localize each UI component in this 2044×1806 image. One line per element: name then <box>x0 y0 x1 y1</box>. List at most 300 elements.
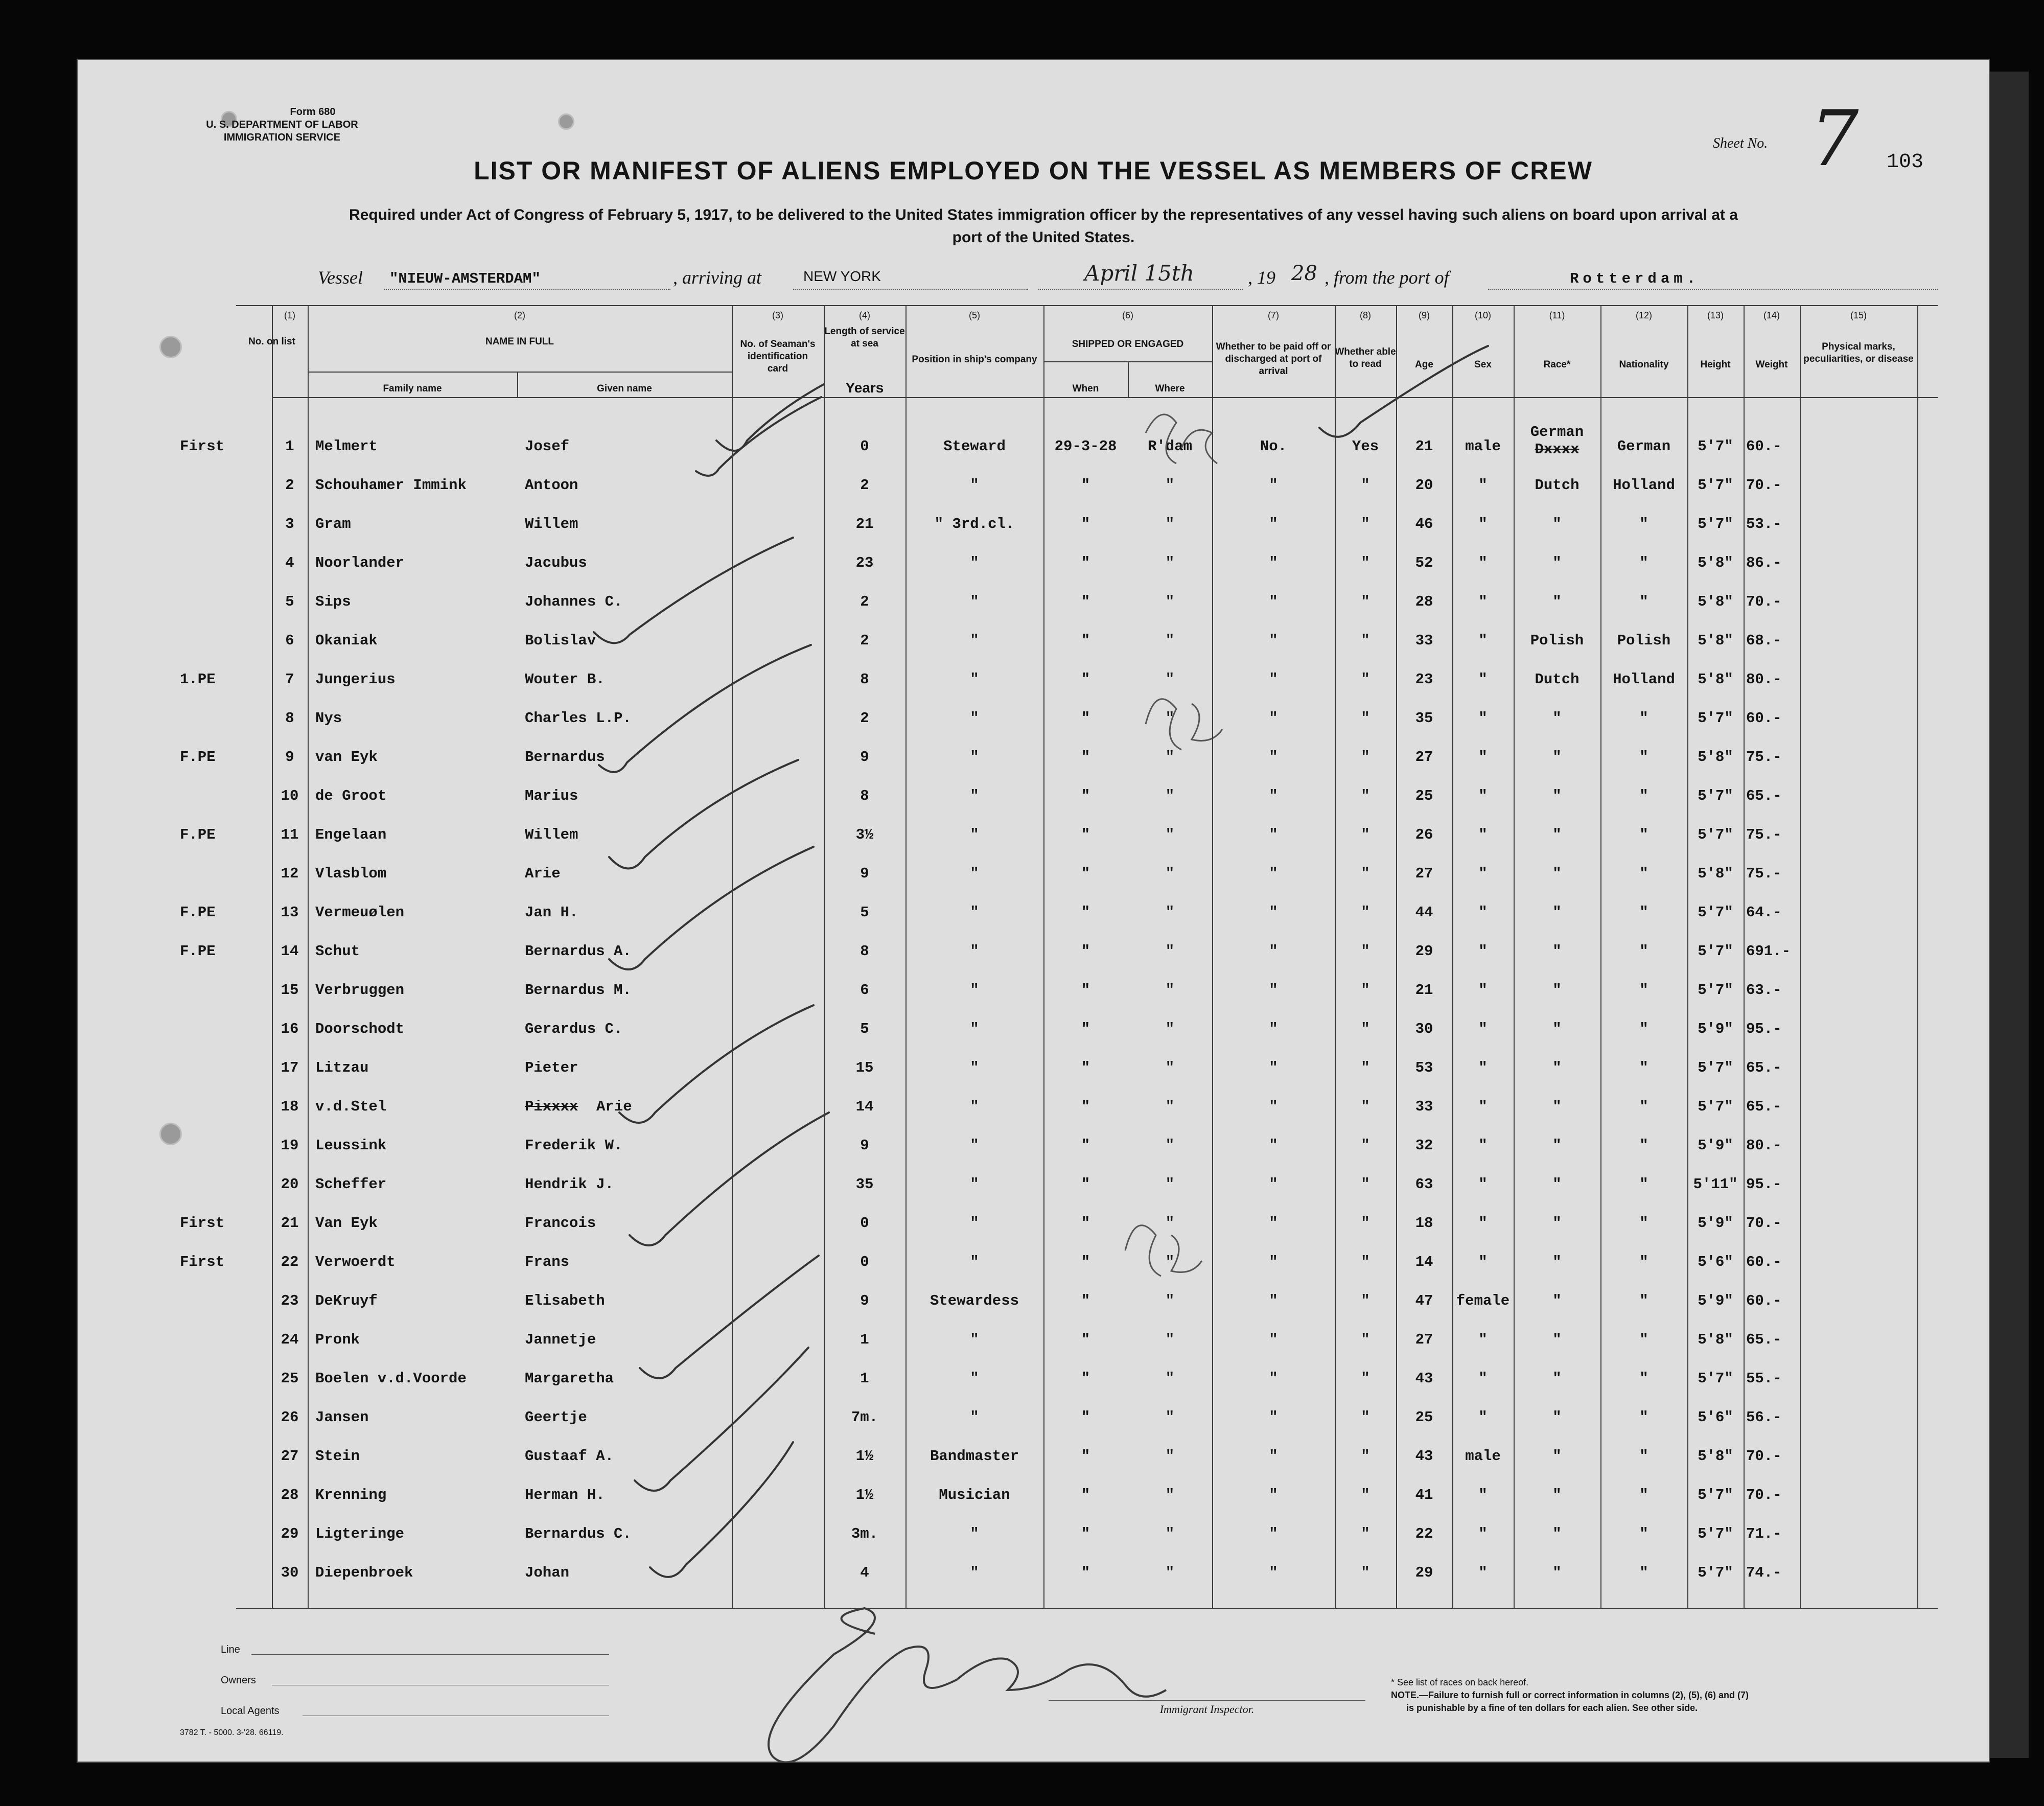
family-name: Ligteringe <box>315 1525 405 1542</box>
sex: " <box>1478 1021 1488 1037</box>
manifest-sheet <box>77 59 1990 1763</box>
family-name: Jungerius <box>315 671 396 688</box>
column-number: (4) <box>859 310 870 320</box>
family-name: Scheffer <box>315 1176 387 1193</box>
length-of-service: 5 <box>860 1021 869 1037</box>
nationality: " <box>1639 1215 1648 1232</box>
nationality: " <box>1639 1021 1648 1037</box>
length-of-service: 8 <box>860 788 869 804</box>
shipped-where: " <box>1165 1331 1175 1348</box>
weight: 75.- <box>1746 826 1782 843</box>
paid-off: " <box>1269 1215 1278 1232</box>
row-note: First <box>180 1215 225 1232</box>
column-rule <box>1744 305 1745 1608</box>
length-of-service: 2 <box>860 477 869 494</box>
header-length-service: Length of service at sea <box>824 326 905 349</box>
paid-off: " <box>1269 1564 1278 1581</box>
weight: 70.- <box>1746 1448 1782 1465</box>
length-of-service: 1½ <box>855 1487 874 1503</box>
sex: " <box>1478 1564 1488 1581</box>
able-to-read: " <box>1361 1448 1370 1465</box>
service-label: IMMIGRATION SERVICE <box>223 132 341 143</box>
row-note: F.PE <box>180 749 216 766</box>
age: 43 <box>1415 1370 1433 1387</box>
print-code: 3782 T. - 5000. 3-'28. 66119. <box>180 1728 284 1737</box>
nationality: " <box>1639 1254 1648 1270</box>
able-to-read: " <box>1361 554 1370 571</box>
column-rule <box>1917 305 1918 1608</box>
able-to-read: " <box>1361 1059 1370 1076</box>
shipped-when: " <box>1081 1215 1090 1232</box>
paid-off: " <box>1269 516 1278 532</box>
position: " <box>970 1254 979 1270</box>
shipped-when: " <box>1081 1370 1090 1387</box>
row-number: 26 <box>281 1409 299 1426</box>
able-to-read: " <box>1361 865 1370 882</box>
paid-off: " <box>1269 1021 1278 1037</box>
sex: male <box>1465 438 1501 455</box>
nationality: " <box>1639 1059 1648 1076</box>
sex: " <box>1478 982 1488 999</box>
family-name: Schouhamer Immink <box>315 477 467 494</box>
shipped-when: " <box>1081 516 1090 532</box>
family-name: Vlasblom <box>315 865 387 882</box>
column-number: (5) <box>969 310 980 320</box>
race: " <box>1552 865 1562 882</box>
nationality: " <box>1639 788 1648 804</box>
penalty-note-line-2: is punishable by a fine of ten dollars for each alien. See other side. <box>1406 1703 1698 1713</box>
sex: " <box>1478 826 1488 843</box>
header-seaman-card: No. of Seaman's identification card <box>740 339 816 374</box>
shipped-where: " <box>1165 477 1175 494</box>
weight: 65.- <box>1746 1098 1782 1115</box>
shipped-when: " <box>1081 749 1090 766</box>
age: 27 <box>1415 1331 1433 1348</box>
family-name: Sips <box>315 593 351 610</box>
given-name: Elisabeth <box>525 1292 605 1309</box>
shipped-where: " <box>1165 593 1175 610</box>
able-to-read: " <box>1361 1370 1370 1387</box>
header-given-name: Given name <box>597 383 652 394</box>
given-name: Geertje <box>525 1409 587 1426</box>
column-rule <box>824 305 825 1608</box>
able-to-read: " <box>1361 632 1370 649</box>
able-to-read: Yes <box>1352 438 1379 455</box>
shipped-when: " <box>1081 1021 1090 1037</box>
row-number: 4 <box>285 554 294 571</box>
row-number: 6 <box>285 632 294 649</box>
family-name: Melmert <box>315 438 378 455</box>
sex: " <box>1478 904 1488 921</box>
race: Dutch <box>1535 477 1580 494</box>
sex: " <box>1478 1487 1488 1503</box>
given-name: Frederik W. <box>525 1137 623 1154</box>
shipped-where: " <box>1165 1137 1175 1154</box>
race: Dutch <box>1535 671 1580 688</box>
races-note: * See list of races on back hereof. <box>1391 1677 1529 1687</box>
row-number: 24 <box>281 1331 299 1348</box>
column-number: (11) <box>1549 310 1565 320</box>
age: 63 <box>1415 1176 1433 1193</box>
subtitle-line-1: Required under Act of Congress of February 5, 1917, to be delivered to the United States immigration officer by the representatives of any vessel having such aliens on board upon arrival at a <box>349 206 1738 223</box>
owners-label: Owners <box>221 1675 256 1686</box>
shipped-where: " <box>1165 1487 1175 1503</box>
weight: 70.- <box>1746 593 1782 610</box>
position: Musician <box>939 1487 1010 1503</box>
position: " <box>970 1525 979 1542</box>
shipped-where: " <box>1165 1409 1175 1426</box>
arriving-port: NEW YORK <box>803 268 881 284</box>
length-of-service: 4 <box>860 1564 869 1581</box>
given-name-struck: Pixxxx <box>525 1098 578 1115</box>
position: " <box>970 788 979 804</box>
shipped-where: " <box>1165 1215 1175 1232</box>
age: 33 <box>1415 632 1433 649</box>
nationality: " <box>1639 1409 1648 1426</box>
family-name: Jansen <box>315 1409 369 1426</box>
sheet-number-label: Sheet No. <box>1713 135 1768 151</box>
given-name: Willem <box>525 516 578 532</box>
header-family-name: Family name <box>383 383 442 394</box>
age: 14 <box>1415 1254 1433 1270</box>
sex: " <box>1478 943 1488 960</box>
sex: male <box>1465 1448 1501 1465</box>
family-name: Noorlander <box>315 554 405 571</box>
row-number: 13 <box>281 904 299 921</box>
weight: 65.- <box>1746 788 1782 804</box>
family-name: Krenning <box>315 1487 387 1503</box>
weight: 60.- <box>1746 438 1782 455</box>
weight: 70.- <box>1746 1215 1782 1232</box>
nationality: " <box>1639 710 1648 727</box>
position: " <box>970 593 979 610</box>
position: " <box>970 1215 979 1232</box>
row-number: 23 <box>281 1292 299 1309</box>
position: " <box>970 671 979 688</box>
nationality: " <box>1639 1370 1648 1387</box>
weight: 74.- <box>1746 1564 1782 1581</box>
family-name: DeKruyf <box>315 1292 378 1309</box>
able-to-read: " <box>1361 1021 1370 1037</box>
height: 5'7" <box>1698 1525 1733 1542</box>
age: 41 <box>1415 1487 1433 1503</box>
shipped-when: " <box>1081 1098 1090 1115</box>
family-name: de Groot <box>315 788 387 804</box>
position: " <box>970 865 979 882</box>
height: 5'7" <box>1698 1098 1733 1115</box>
height: 5'7" <box>1698 1564 1733 1581</box>
shipped-where: " <box>1165 554 1175 571</box>
given-name: Bernardus M. <box>525 982 632 999</box>
paid-off: " <box>1269 1292 1278 1309</box>
column-number: (15) <box>1850 310 1867 320</box>
shipped-when: " <box>1081 710 1090 727</box>
subcolumn-rule <box>517 372 518 397</box>
height: 5'8" <box>1698 671 1733 688</box>
race: " <box>1552 1409 1562 1426</box>
column-number: (13) <box>1707 310 1724 320</box>
length-of-service: 3m. <box>851 1525 878 1542</box>
position: " <box>970 554 979 571</box>
given-name: Johannes C. <box>525 593 623 610</box>
local-agents-label: Local Agents <box>221 1705 280 1717</box>
given-name: Antoon <box>525 477 578 494</box>
shipped-where: " <box>1165 865 1175 882</box>
penalty-note-line-1: NOTE.—Failure to furnish full or correct information in columns (2), (5), (6) and (7) <box>1391 1690 1749 1700</box>
shipped-where: " <box>1165 1254 1175 1270</box>
nationality: " <box>1639 904 1648 921</box>
age: 43 <box>1415 1448 1433 1465</box>
age: 27 <box>1415 749 1433 766</box>
nationality: " <box>1639 749 1648 766</box>
weight: 60.- <box>1746 1254 1782 1270</box>
family-name: Okaniak <box>315 632 378 649</box>
height: 5'9" <box>1698 1292 1733 1309</box>
nationality: " <box>1639 1525 1648 1542</box>
paid-off: " <box>1269 632 1278 649</box>
header-age: Age <box>1415 359 1433 370</box>
weight: 80.- <box>1746 1137 1782 1154</box>
family-name: Verwoerdt <box>315 1254 396 1270</box>
given-name: Charles L.P. <box>525 710 632 727</box>
age: 21 <box>1415 982 1433 999</box>
column-rule <box>1600 305 1601 1608</box>
shipped-when: " <box>1081 1564 1090 1581</box>
shipped-when: " <box>1081 1487 1090 1503</box>
height: 5'11" <box>1693 1176 1738 1193</box>
paid-off: " <box>1269 1098 1278 1115</box>
shipped-when: " <box>1081 1525 1090 1542</box>
able-to-read: " <box>1361 477 1370 494</box>
handwritten-initials <box>1125 414 1222 1276</box>
given-name: Johan <box>525 1564 570 1581</box>
shipped-where: " <box>1165 516 1175 532</box>
position: " <box>970 749 979 766</box>
height: 5'7" <box>1698 904 1733 921</box>
row-number: 18 <box>281 1098 299 1115</box>
paid-off: " <box>1269 671 1278 688</box>
department-label: U. S. DEPARTMENT OF LABOR <box>206 119 358 130</box>
sex: " <box>1478 710 1488 727</box>
age: 46 <box>1415 516 1433 532</box>
height: 5'7" <box>1698 710 1733 727</box>
shipped-when: " <box>1081 1176 1090 1193</box>
shipped-when: " <box>1081 632 1090 649</box>
header-weight: Weight <box>1755 359 1788 370</box>
height: 5'8" <box>1698 749 1733 766</box>
row-note: F.PE <box>180 943 216 960</box>
able-to-read: " <box>1361 1409 1370 1426</box>
column-number: (12) <box>1635 310 1652 320</box>
paid-off: " <box>1269 982 1278 999</box>
age: 27 <box>1415 865 1433 882</box>
sex: " <box>1478 1409 1488 1426</box>
length-of-service: 6 <box>860 982 869 999</box>
shipped-when: " <box>1081 593 1090 610</box>
shipped-where: " <box>1165 1292 1175 1309</box>
weight: 95.- <box>1746 1176 1782 1193</box>
length-of-service: 0 <box>860 1254 869 1270</box>
able-to-read: " <box>1361 1098 1370 1115</box>
paid-off: " <box>1269 477 1278 494</box>
race: " <box>1552 1370 1562 1387</box>
position: " <box>970 1409 979 1426</box>
column-number: (9) <box>1419 310 1430 320</box>
age: 20 <box>1415 477 1433 494</box>
height: 5'9" <box>1698 1021 1733 1037</box>
shipped-when: " <box>1081 826 1090 843</box>
shipped-where: " <box>1165 1098 1175 1115</box>
height: 5'7" <box>1698 982 1733 999</box>
sex: " <box>1478 749 1488 766</box>
paid-off: " <box>1269 1137 1278 1154</box>
height: 5'8" <box>1698 865 1733 882</box>
age: 26 <box>1415 826 1433 843</box>
shipped-where: " <box>1165 943 1175 960</box>
row-number: 17 <box>281 1059 299 1076</box>
length-of-service: 15 <box>855 1059 874 1076</box>
sex: female <box>1456 1292 1510 1309</box>
shipped-when: " <box>1081 1331 1090 1348</box>
year-suffix: 28 <box>1291 262 1317 285</box>
sex: " <box>1478 865 1488 882</box>
able-to-read: " <box>1361 1331 1370 1348</box>
row-number: 30 <box>281 1564 299 1581</box>
row-number: 11 <box>281 826 299 843</box>
paid-off: No. <box>1260 438 1287 455</box>
given-name: Arie <box>525 865 561 882</box>
race: " <box>1552 1564 1562 1581</box>
row-number: 3 <box>285 516 294 532</box>
nationality: " <box>1639 826 1648 843</box>
family-name: Verbruggen <box>315 982 405 999</box>
family-name: Diepenbroek <box>315 1564 413 1581</box>
shipped-when: " <box>1081 1292 1090 1309</box>
from-label: , from the port of <box>1325 267 1449 288</box>
length-of-service: 21 <box>855 516 874 532</box>
able-to-read: " <box>1361 749 1370 766</box>
paid-off: " <box>1269 1059 1278 1076</box>
column-rule <box>1043 305 1044 1608</box>
row-note: First <box>180 1254 225 1270</box>
length-of-service: 2 <box>860 632 869 649</box>
able-to-read: " <box>1361 788 1370 804</box>
position: " <box>970 1176 979 1193</box>
row-number: 14 <box>281 943 299 960</box>
height: 5'7" <box>1698 826 1733 843</box>
family-name: Boelen v.d.Voorde <box>315 1370 467 1387</box>
paid-off: " <box>1269 1254 1278 1270</box>
shipped-when: " <box>1081 477 1090 494</box>
nationality: " <box>1639 1564 1648 1581</box>
race: " <box>1552 516 1562 532</box>
nationality: " <box>1639 982 1648 999</box>
sex: " <box>1478 632 1488 649</box>
column-rule <box>1452 305 1453 1608</box>
weight: 55.- <box>1746 1370 1782 1387</box>
header-shipped-engaged: SHIPPED OR ENGAGED <box>1072 339 1184 350</box>
height: 5'6" <box>1698 1254 1733 1270</box>
position: " 3rd.cl. <box>934 516 1015 532</box>
able-to-read: " <box>1361 1564 1370 1581</box>
nationality: " <box>1639 1487 1648 1503</box>
weight: 60.- <box>1746 710 1782 727</box>
position: " <box>970 943 979 960</box>
given-name: Francois <box>525 1215 596 1232</box>
line-label: Line <box>221 1644 240 1655</box>
column-number: (2) <box>514 310 525 320</box>
height: 5'7" <box>1698 943 1733 960</box>
able-to-read: " <box>1361 593 1370 610</box>
shipped-when: " <box>1081 671 1090 688</box>
paid-off: " <box>1269 749 1278 766</box>
subcolumn-rule <box>1128 361 1129 397</box>
row-number: 16 <box>281 1021 299 1037</box>
height: 5'6" <box>1698 1409 1733 1426</box>
length-of-service: 8 <box>860 943 869 960</box>
able-to-read: " <box>1361 1176 1370 1193</box>
position: " <box>970 1059 979 1076</box>
position: " <box>970 1098 979 1115</box>
sex: " <box>1478 1176 1488 1193</box>
nationality: " <box>1639 1292 1648 1309</box>
shipped-where: " <box>1165 1525 1175 1542</box>
given-name: Pieter <box>525 1059 578 1076</box>
header-name-in-full: NAME IN FULL <box>485 336 554 347</box>
given-name: Frans <box>525 1254 570 1270</box>
nationality: " <box>1639 1176 1648 1193</box>
sex: " <box>1478 1331 1488 1348</box>
age: 53 <box>1415 1059 1433 1076</box>
shipped-where: " <box>1165 1021 1175 1037</box>
sex: " <box>1478 516 1488 532</box>
weight: 65.- <box>1746 1331 1782 1348</box>
paid-off: " <box>1269 1409 1278 1426</box>
length-of-service: 2 <box>860 710 869 727</box>
age: 28 <box>1415 593 1433 610</box>
row-number: 22 <box>281 1254 299 1270</box>
year-prefix: , 19 <box>1248 267 1275 288</box>
shipped-when: " <box>1081 1059 1090 1076</box>
race: " <box>1552 943 1562 960</box>
age: 25 <box>1415 1409 1433 1426</box>
weight: 70.- <box>1746 477 1782 494</box>
length-of-service: 14 <box>855 1098 874 1115</box>
position: " <box>970 1370 979 1387</box>
page-title: LIST OR MANIFEST OF ALIENS EMPLOYED ON THE VESSEL AS MEMBERS OF CREW <box>474 156 1593 185</box>
position: " <box>970 1021 979 1037</box>
column-number: (7) <box>1268 310 1279 320</box>
row-number: 29 <box>281 1525 299 1542</box>
given-name: Bernardus C. <box>525 1525 632 1542</box>
height: 5'8" <box>1698 593 1733 610</box>
able-to-read: " <box>1361 671 1370 688</box>
weight: 71.- <box>1746 1525 1782 1542</box>
column-rule <box>732 305 733 1608</box>
position: " <box>970 826 979 843</box>
sex: " <box>1478 593 1488 610</box>
given-name: Jannetje <box>525 1331 596 1348</box>
paid-off: " <box>1269 1176 1278 1193</box>
header-physical-marks: Physical marks, peculiarities, or disease <box>1803 341 1914 364</box>
sex: " <box>1478 788 1488 804</box>
able-to-read: " <box>1361 982 1370 999</box>
given-name: Marius <box>525 788 578 804</box>
age: 22 <box>1415 1525 1433 1542</box>
position: " <box>970 1137 979 1154</box>
row-number: 7 <box>285 671 294 688</box>
shipped-when: " <box>1081 865 1090 882</box>
